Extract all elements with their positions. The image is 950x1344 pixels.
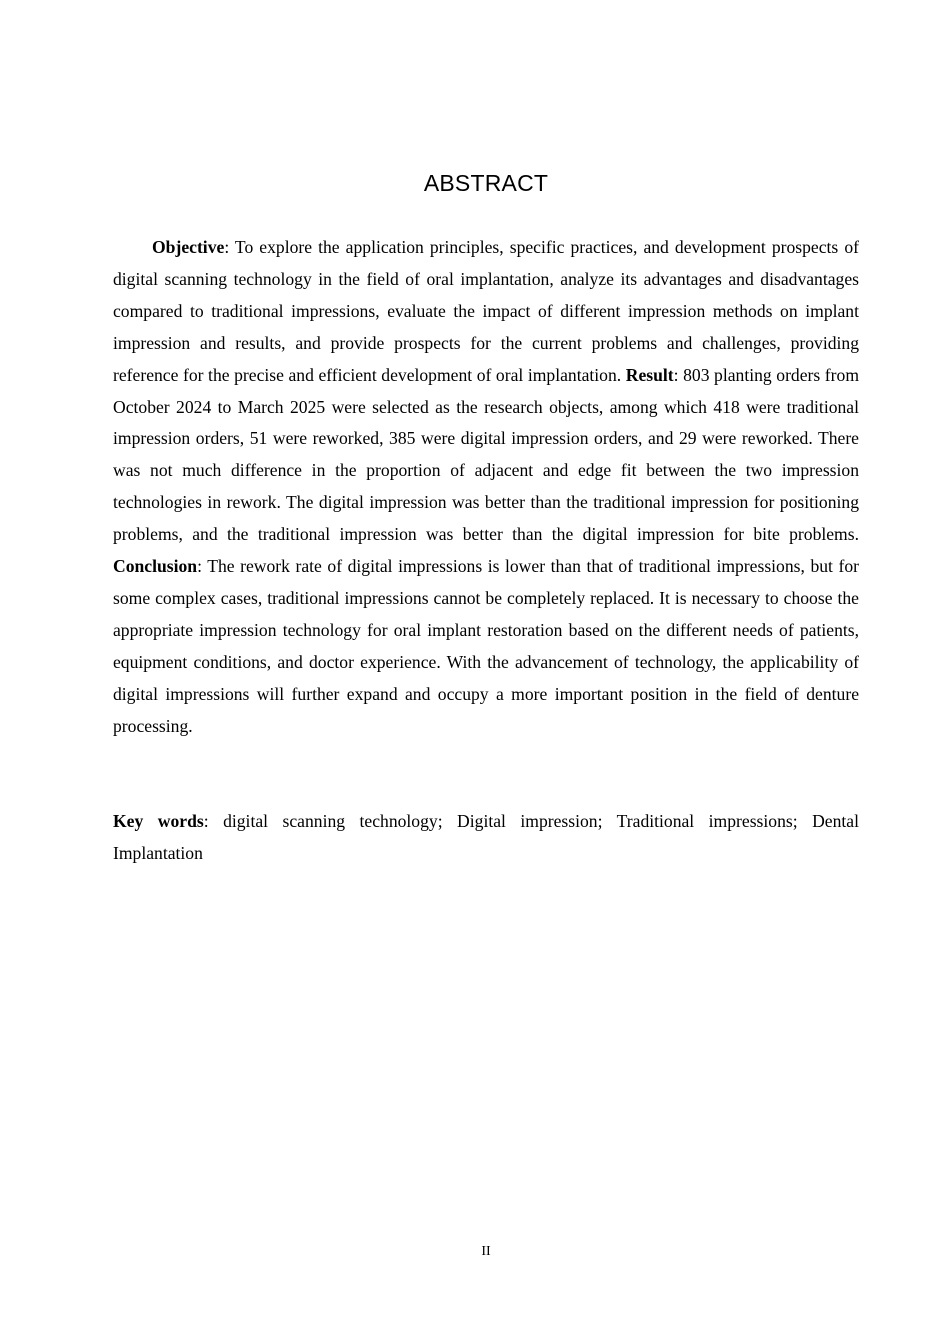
abstract-paragraph <box>113 232 859 743</box>
objective-label: Objective <box>152 237 225 257</box>
result-label: Result <box>625 364 674 385</box>
keywords-paragraph <box>113 806 859 870</box>
keywords-text: : digital scanning technology; Digital impression; Traditional impressions; Dental Implantation <box>113 811 859 863</box>
page-number: II <box>481 1244 491 1259</box>
page-title: ABSTRACT <box>423 170 549 196</box>
conclusion-text: : The rework rate of digital impressions is lower than that of traditional impressions, but for some complex cases, traditional impressions cannot be completely replaced. It is necessary to choose the appropriate impression technology for oral implant restoration based on the different needs of patients, equipment conditions, and doctor experience. With the advancement of technology, the applicability of digital impressions will further expand and occupy a more important position in the field of denture processing. <box>113 556 859 736</box>
result-text: : 803 planting orders from October 2024 to March 2025 were selected as the research objects, among which 418 were traditional impression orders, 51 were reworked, 385 were digital impression orders, and 29 were reworked. There was not much difference in the proportion of adjacent and edge fit between the two impression technologies in rework. The digital impression was better than the traditional impression for positioning problems, and the traditional impression was better than the digital impression for bite problems. <box>113 364 859 545</box>
conclusion-label: Conclusion <box>113 556 198 577</box>
objective-text: : To explore the application principles, specific practices, and development prospects of digital scanning technology in the field of oral implantation, analyze its advantages and disadvantages compared to traditional impressions, evaluate the impact of different impression methods on implant impression and results, and provide prospects for the current problems and challenges, providing reference for the precise and efficient development of oral implantation. <box>113 237 859 385</box>
keywords-label: Key words <box>113 811 204 831</box>
